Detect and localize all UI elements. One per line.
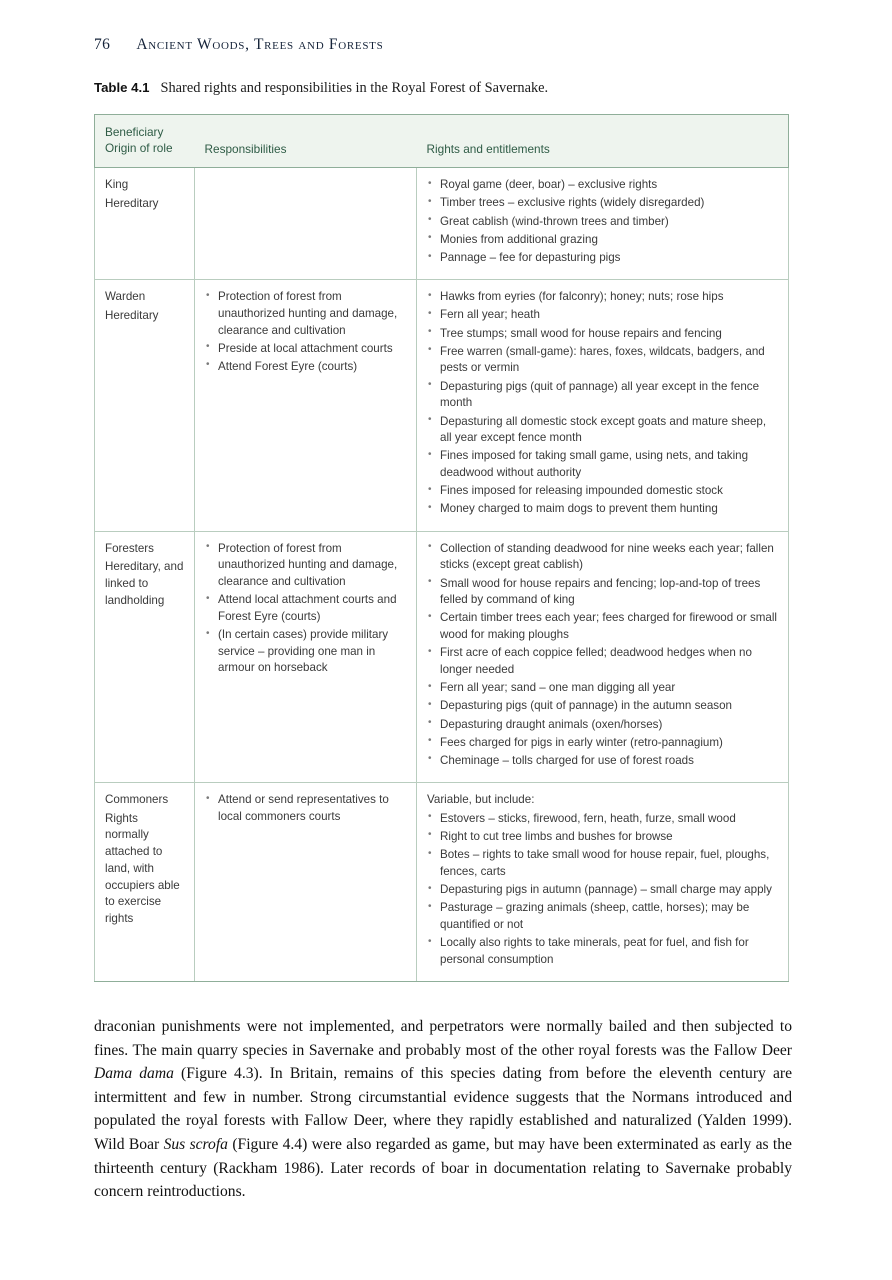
list-item: • Locally also rights to take minerals, peat for fuel, and fish for personal consumption: [427, 935, 778, 968]
rights-list: [427, 811, 778, 969]
table-caption-label: Table 4.1: [94, 80, 150, 95]
column-header-rights: [417, 115, 789, 168]
list-item: • Right to cut tree limbs and bushes for browse: [427, 829, 778, 846]
responsibilities-list: [205, 289, 406, 375]
rights-table: [94, 114, 789, 982]
list-item: • Preside at local attachment courts: [205, 341, 406, 358]
list-item: • Pannage – fee for depasturing pigs: [427, 250, 778, 267]
rights-list: [427, 541, 778, 770]
beneficiary-name: Commoners: [105, 793, 169, 807]
list-item: • Depasturing draught animals (oxen/horses): [427, 717, 778, 734]
list-item: • Monies from additional grazing: [427, 232, 778, 249]
column-header-responsibilities-label: Responsibilities: [204, 142, 287, 156]
list-item: • Pasturage – grazing animals (sheep, cattle, horses); may be quantified or not: [427, 900, 778, 933]
cell-responsibilities: [195, 168, 417, 280]
page-number: 76: [94, 36, 111, 53]
list-item: • Depasturing pigs (quit of pannage) in the autumn season: [427, 698, 778, 715]
cell-beneficiary: [95, 531, 195, 782]
cell-rights: [417, 531, 789, 782]
column-header-beneficiary-line2: Origin of role: [105, 141, 173, 156]
cell-responsibilities: [195, 531, 417, 782]
cell-rights: [417, 783, 789, 982]
beneficiary-origin: Rights normally attached to land, with occupiers able to exercise rights: [105, 811, 180, 925]
list-item: • Attend Forest Eyre (courts): [205, 359, 406, 376]
running-head: [94, 36, 383, 54]
list-item: • (In certain cases) provide military service – providing one man in armour on horseback: [205, 627, 406, 677]
list-item: • Fern all year; heath: [427, 307, 778, 324]
list-item: • Protection of forest from unauthorized hunting and damage, clearance and cultivation: [205, 289, 406, 339]
table-caption-text: Shared rights and responsibilities in the Royal Forest of Savernake.: [160, 80, 549, 96]
list-item: • Depasturing all domestic stock except goats and mature sheep, all year except fence month: [427, 414, 778, 447]
list-item: • Royal game (deer, boar) – exclusive rights: [427, 177, 778, 194]
table-head: [95, 115, 789, 168]
table-row: [95, 168, 789, 280]
responsibilities-list: [205, 792, 406, 825]
rights-list: [427, 177, 778, 266]
list-item: • Fees charged for pigs in early winter (retro-pannagium): [427, 735, 778, 752]
table-caption: [94, 80, 794, 97]
table-body: [95, 168, 789, 982]
beneficiary-name: Warden: [105, 290, 146, 304]
cell-responsibilities: [195, 280, 417, 531]
list-item: • Fern all year; sand – one man digging all year: [427, 680, 778, 697]
list-item: • Collection of standing deadwood for nine weeks each year; fallen sticks (except great cablish): [427, 541, 778, 574]
cell-beneficiary: [95, 280, 195, 531]
cell-rights: [417, 168, 789, 280]
rights-list: [427, 289, 778, 518]
list-item: • Fines imposed for releasing impounded domestic stock: [427, 483, 778, 500]
list-item: • Hawks from eyries (for falconry); honey; nuts; rose hips: [427, 289, 778, 306]
list-item: • Protection of forest from unauthorized hunting and damage, clearance and cultivation: [205, 541, 406, 591]
column-header-responsibilities: [195, 115, 417, 168]
cell-rights: [417, 280, 789, 531]
list-item: • Botes – rights to take small wood for house repair, fuel, ploughs, fences, carts: [427, 847, 778, 880]
beneficiary-origin: Hereditary: [105, 196, 159, 210]
table-row: [95, 280, 789, 531]
table-row: [95, 783, 789, 982]
table-row: [95, 531, 789, 782]
list-item: • Depasturing pigs in autumn (pannage) – small charge may apply: [427, 882, 778, 899]
list-item: • Great cablish (wind-thrown trees and timber): [427, 214, 778, 231]
beneficiary-origin: Hereditary: [105, 308, 159, 322]
beneficiary-origin: Hereditary, and linked to landholding: [105, 560, 184, 607]
body-paragraph: draconian punishments were not implemented, and perpetrators were normally bailed and then subjected to fines. The main quarry species in Savernake and probably most of the other royal forests was the Fallow Deer Dama dama (Figure 4.3). In Britain, remains of this species dating from before the eleventh century are intermittent and few in number. Strong circumstantial evidence suggests that the Normans introduced and populated the royal forests with Fallow Deer, where they rapidly established and naturalized (Yalden 1999). Wild Boar Sus scrofa (Figure 4.4) were also regarded as game, but may have been exterminated as early as the thirteenth century (Rackham 1986). Later records of boar in documentation relating to Savernake probably concern reintroductions.: [94, 1018, 792, 1201]
column-header-beneficiary: [95, 115, 195, 168]
rights-intro: Variable, but include:: [427, 793, 535, 807]
list-item: • Attend local attachment courts and Forest Eyre (courts): [205, 592, 406, 625]
list-item: • Small wood for house repairs and fencing; lop-and-top of trees felled by command of king: [427, 576, 778, 609]
cell-beneficiary: [95, 783, 195, 982]
list-item: • Fines imposed for taking small game, using nets, and taking deadwood without authority: [427, 448, 778, 481]
beneficiary-name: King: [105, 178, 129, 192]
table-header-row: [95, 115, 789, 168]
column-header-rights-label: Rights and entitlements: [426, 142, 550, 156]
cell-beneficiary: [95, 168, 195, 280]
list-item: • Tree stumps; small wood for house repairs and fencing: [427, 326, 778, 343]
list-item: • Money charged to maim dogs to prevent them hunting: [427, 501, 778, 518]
list-item: • Certain timber trees each year; fees charged for firewood or small wood for making ploughs: [427, 610, 778, 643]
list-item: • Estovers – sticks, firewood, fern, heath, furze, small wood: [427, 811, 778, 828]
list-item: • Free warren (small-game): hares, foxes, wildcats, badgers, and pests or vermin: [427, 344, 778, 377]
column-header-beneficiary-line1: Beneficiary: [105, 125, 164, 139]
list-item: • Attend or send representatives to local commoners courts: [205, 792, 406, 825]
list-item: • First acre of each coppice felled; deadwood hedges when no longer needed: [427, 645, 778, 678]
beneficiary-name: Foresters: [105, 541, 154, 555]
list-item: • Cheminage – tolls charged for use of forest roads: [427, 753, 778, 770]
book-title: Ancient Woods, Trees and Forests: [136, 36, 384, 53]
list-item: • Timber trees – exclusive rights (widely disregarded): [427, 195, 778, 212]
list-item: • Depasturing pigs (quit of pannage) all year except in the fence month: [427, 379, 778, 412]
cell-responsibilities: [195, 783, 417, 982]
responsibilities-list: [205, 541, 406, 678]
